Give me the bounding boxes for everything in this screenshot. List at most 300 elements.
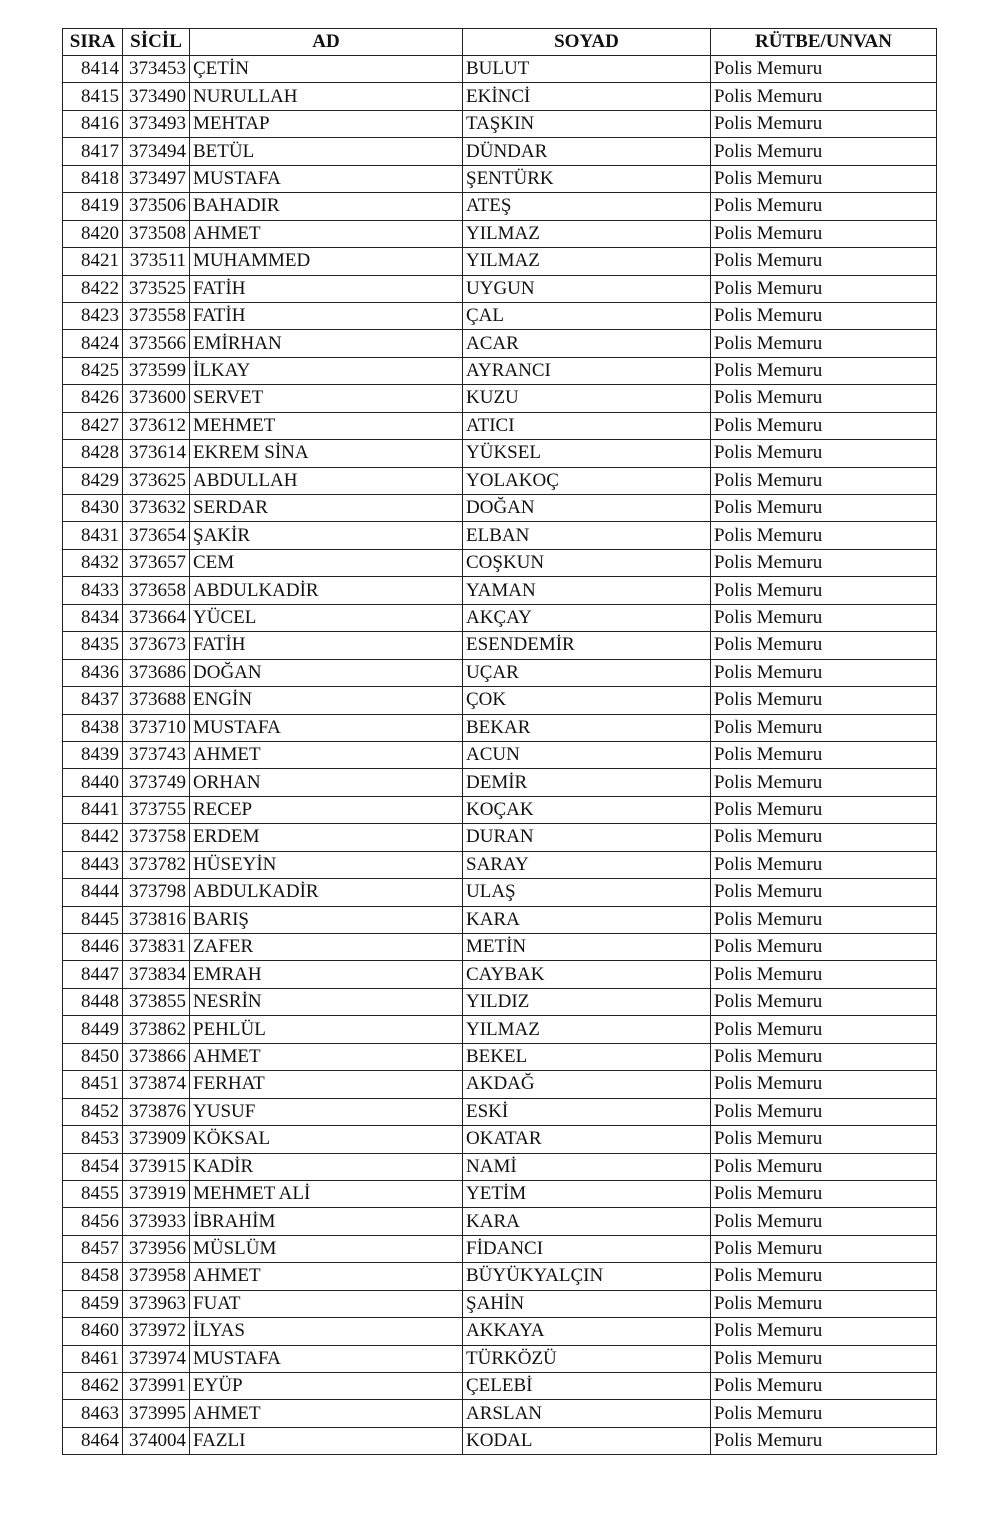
header-ad: AD xyxy=(190,29,463,56)
cell-sicil: 373974 xyxy=(123,1345,190,1372)
cell-soyad: KUZU xyxy=(463,385,711,412)
cell-sicil: 373525 xyxy=(123,275,190,302)
cell-rutbe: Polis Memuru xyxy=(711,796,937,823)
cell-rutbe: Polis Memuru xyxy=(711,248,937,275)
cell-rutbe: Polis Memuru xyxy=(711,741,937,768)
table-row xyxy=(63,1071,937,1098)
cell-soyad: UYGUN xyxy=(463,275,711,302)
cell-rutbe: Polis Memuru xyxy=(711,1153,937,1180)
table-row xyxy=(63,549,937,576)
cell-soyad: ARSLAN xyxy=(463,1400,711,1427)
cell-soyad: TÜRKÖZÜ xyxy=(463,1345,711,1372)
cell-sicil: 373566 xyxy=(123,330,190,357)
cell-rutbe: Polis Memuru xyxy=(711,1345,937,1372)
table-row xyxy=(63,1373,937,1400)
cell-ad: PEHLÜL xyxy=(190,1016,463,1043)
cell-ad: AHMET xyxy=(190,1043,463,1070)
cell-rutbe: Polis Memuru xyxy=(711,1235,937,1262)
table-row xyxy=(63,193,937,220)
cell-sira: 8418 xyxy=(63,165,123,192)
cell-sicil: 373991 xyxy=(123,1373,190,1400)
cell-ad: ABDULKADİR xyxy=(190,577,463,604)
cell-sicil: 373614 xyxy=(123,440,190,467)
cell-sicil: 373600 xyxy=(123,385,190,412)
table-row xyxy=(63,906,937,933)
cell-sicil: 373511 xyxy=(123,248,190,275)
cell-sicil: 373956 xyxy=(123,1235,190,1262)
table-row xyxy=(63,796,937,823)
cell-ad: HÜSEYİN xyxy=(190,851,463,878)
cell-sira: 8436 xyxy=(63,659,123,686)
table-row xyxy=(63,1016,937,1043)
table-row xyxy=(63,1043,937,1070)
cell-rutbe: Polis Memuru xyxy=(711,1016,937,1043)
cell-sicil: 373508 xyxy=(123,220,190,247)
cell-sira: 8443 xyxy=(63,851,123,878)
cell-rutbe: Polis Memuru xyxy=(711,851,937,878)
cell-sira: 8417 xyxy=(63,138,123,165)
cell-sicil: 373749 xyxy=(123,769,190,796)
cell-soyad: ACUN xyxy=(463,741,711,768)
table-row xyxy=(63,83,937,110)
cell-ad: SERDAR xyxy=(190,495,463,522)
cell-rutbe: Polis Memuru xyxy=(711,412,937,439)
cell-sira: 8449 xyxy=(63,1016,123,1043)
cell-sira: 8426 xyxy=(63,385,123,412)
cell-sira: 8450 xyxy=(63,1043,123,1070)
cell-rutbe: Polis Memuru xyxy=(711,1400,937,1427)
cell-sira: 8459 xyxy=(63,1290,123,1317)
cell-rutbe: Polis Memuru xyxy=(711,1318,937,1345)
cell-rutbe: Polis Memuru xyxy=(711,714,937,741)
cell-sicil: 373798 xyxy=(123,879,190,906)
table-row xyxy=(63,165,937,192)
cell-ad: AHMET xyxy=(190,220,463,247)
table-row xyxy=(63,385,937,412)
cell-ad: ZAFER xyxy=(190,934,463,961)
cell-sira: 8435 xyxy=(63,632,123,659)
cell-ad: EKREM SİNA xyxy=(190,440,463,467)
cell-rutbe: Polis Memuru xyxy=(711,302,937,329)
cell-sira: 8425 xyxy=(63,357,123,384)
cell-soyad: DOĞAN xyxy=(463,495,711,522)
cell-rutbe: Polis Memuru xyxy=(711,220,937,247)
table-row xyxy=(63,632,937,659)
cell-ad: NESRİN xyxy=(190,988,463,1015)
header-sira: SIRA xyxy=(63,29,123,56)
table-row xyxy=(63,1345,937,1372)
cell-soyad: YÜKSEL xyxy=(463,440,711,467)
cell-sira: 8448 xyxy=(63,988,123,1015)
table-row xyxy=(63,604,937,631)
cell-sira: 8432 xyxy=(63,549,123,576)
cell-ad: FATİH xyxy=(190,302,463,329)
cell-sicil: 373834 xyxy=(123,961,190,988)
cell-sicil: 373710 xyxy=(123,714,190,741)
cell-soyad: ÇAL xyxy=(463,302,711,329)
cell-rutbe: Polis Memuru xyxy=(711,495,937,522)
cell-sira: 8464 xyxy=(63,1427,123,1454)
cell-soyad: ŞENTÜRK xyxy=(463,165,711,192)
cell-rutbe: Polis Memuru xyxy=(711,440,937,467)
cell-sicil: 373958 xyxy=(123,1263,190,1290)
cell-sira: 8456 xyxy=(63,1208,123,1235)
cell-sicil: 373497 xyxy=(123,165,190,192)
cell-ad: İBRAHİM xyxy=(190,1208,463,1235)
cell-sira: 8414 xyxy=(63,56,123,83)
table-row xyxy=(63,1235,937,1262)
cell-ad: KÖKSAL xyxy=(190,1126,463,1153)
table-row xyxy=(63,824,937,851)
table-row xyxy=(63,220,937,247)
cell-sira: 8441 xyxy=(63,796,123,823)
cell-sira: 8429 xyxy=(63,467,123,494)
cell-rutbe: Polis Memuru xyxy=(711,275,937,302)
cell-soyad: AKKAYA xyxy=(463,1318,711,1345)
cell-ad: ERDEM xyxy=(190,824,463,851)
cell-ad: FATİH xyxy=(190,632,463,659)
cell-sicil: 373490 xyxy=(123,83,190,110)
cell-rutbe: Polis Memuru xyxy=(711,549,937,576)
cell-ad: İLYAS xyxy=(190,1318,463,1345)
table-row xyxy=(63,1208,937,1235)
cell-ad: BAHADIR xyxy=(190,193,463,220)
cell-rutbe: Polis Memuru xyxy=(711,687,937,714)
cell-soyad: KODAL xyxy=(463,1427,711,1454)
table-row xyxy=(63,1098,937,1125)
cell-rutbe: Polis Memuru xyxy=(711,385,937,412)
cell-sicil: 373816 xyxy=(123,906,190,933)
table-row xyxy=(63,522,937,549)
cell-sira: 8434 xyxy=(63,604,123,631)
cell-sira: 8423 xyxy=(63,302,123,329)
cell-sira: 8440 xyxy=(63,769,123,796)
cell-ad: BETÜL xyxy=(190,138,463,165)
cell-sira: 8457 xyxy=(63,1235,123,1262)
header-sicil: SİCİL xyxy=(123,29,190,56)
cell-sira: 8424 xyxy=(63,330,123,357)
cell-rutbe: Polis Memuru xyxy=(711,56,937,83)
cell-rutbe: Polis Memuru xyxy=(711,769,937,796)
cell-rutbe: Polis Memuru xyxy=(711,988,937,1015)
cell-ad: İLKAY xyxy=(190,357,463,384)
cell-ad: AHMET xyxy=(190,1400,463,1427)
cell-sira: 8433 xyxy=(63,577,123,604)
cell-ad: YÜCEL xyxy=(190,604,463,631)
table-row xyxy=(63,1126,937,1153)
cell-sira: 8421 xyxy=(63,248,123,275)
cell-soyad: ÇOK xyxy=(463,687,711,714)
cell-rutbe: Polis Memuru xyxy=(711,1180,937,1207)
cell-sicil: 373855 xyxy=(123,988,190,1015)
cell-sicil: 373755 xyxy=(123,796,190,823)
cell-soyad: BÜYÜKYALÇIN xyxy=(463,1263,711,1290)
cell-sira: 8444 xyxy=(63,879,123,906)
cell-soyad: YOLAKOÇ xyxy=(463,467,711,494)
cell-sira: 8431 xyxy=(63,522,123,549)
cell-soyad: ŞAHİN xyxy=(463,1290,711,1317)
table-row xyxy=(63,1180,937,1207)
cell-soyad: ELBAN xyxy=(463,522,711,549)
cell-rutbe: Polis Memuru xyxy=(711,138,937,165)
cell-sicil: 373862 xyxy=(123,1016,190,1043)
cell-sicil: 373558 xyxy=(123,302,190,329)
cell-ad: ÇETİN xyxy=(190,56,463,83)
cell-rutbe: Polis Memuru xyxy=(711,1071,937,1098)
cell-soyad: KARA xyxy=(463,1208,711,1235)
table-row xyxy=(63,714,937,741)
cell-rutbe: Polis Memuru xyxy=(711,879,937,906)
cell-rutbe: Polis Memuru xyxy=(711,1427,937,1454)
cell-sicil: 373673 xyxy=(123,632,190,659)
cell-rutbe: Polis Memuru xyxy=(711,1263,937,1290)
cell-ad: ABDULKADİR xyxy=(190,879,463,906)
cell-rutbe: Polis Memuru xyxy=(711,1290,937,1317)
cell-soyad: NAMİ xyxy=(463,1153,711,1180)
cell-sira: 8446 xyxy=(63,934,123,961)
cell-soyad: BEKAR xyxy=(463,714,711,741)
cell-sira: 8454 xyxy=(63,1153,123,1180)
cell-rutbe: Polis Memuru xyxy=(711,1098,937,1125)
cell-ad: EMİRHAN xyxy=(190,330,463,357)
cell-soyad: YILDIZ xyxy=(463,988,711,1015)
cell-rutbe: Polis Memuru xyxy=(711,467,937,494)
cell-sira: 8453 xyxy=(63,1126,123,1153)
table-row xyxy=(63,879,937,906)
cell-sicil: 373915 xyxy=(123,1153,190,1180)
cell-rutbe: Polis Memuru xyxy=(711,934,937,961)
cell-ad: EMRAH xyxy=(190,961,463,988)
cell-soyad: YILMAZ xyxy=(463,248,711,275)
cell-sicil: 373963 xyxy=(123,1290,190,1317)
cell-sira: 8460 xyxy=(63,1318,123,1345)
table-row xyxy=(63,138,937,165)
cell-soyad: ESKİ xyxy=(463,1098,711,1125)
cell-sira: 8427 xyxy=(63,412,123,439)
cell-sicil: 373972 xyxy=(123,1318,190,1345)
cell-ad: MUSTAFA xyxy=(190,165,463,192)
cell-soyad: YAMAN xyxy=(463,577,711,604)
cell-ad: ENGİN xyxy=(190,687,463,714)
cell-ad: MEHMET xyxy=(190,412,463,439)
cell-soyad: YILMAZ xyxy=(463,1016,711,1043)
cell-sicil: 373909 xyxy=(123,1126,190,1153)
cell-soyad: TAŞKIN xyxy=(463,110,711,137)
cell-sicil: 373686 xyxy=(123,659,190,686)
cell-sira: 8447 xyxy=(63,961,123,988)
cell-rutbe: Polis Memuru xyxy=(711,83,937,110)
cell-soyad: KOÇAK xyxy=(463,796,711,823)
cell-rutbe: Polis Memuru xyxy=(711,110,937,137)
cell-ad: ABDULLAH xyxy=(190,467,463,494)
table-row xyxy=(63,961,937,988)
cell-sicil: 373453 xyxy=(123,56,190,83)
cell-rutbe: Polis Memuru xyxy=(711,330,937,357)
personnel-table xyxy=(62,28,937,1455)
cell-sira: 8445 xyxy=(63,906,123,933)
table-row xyxy=(63,659,937,686)
cell-rutbe: Polis Memuru xyxy=(711,632,937,659)
cell-soyad: ATEŞ xyxy=(463,193,711,220)
cell-rutbe: Polis Memuru xyxy=(711,659,937,686)
cell-soyad: YILMAZ xyxy=(463,220,711,247)
cell-ad: YUSUF xyxy=(190,1098,463,1125)
table-row xyxy=(63,357,937,384)
cell-ad: MUSTAFA xyxy=(190,1345,463,1372)
cell-ad: CEM xyxy=(190,549,463,576)
cell-rutbe: Polis Memuru xyxy=(711,1373,937,1400)
table-row xyxy=(63,577,937,604)
table-row xyxy=(63,769,937,796)
cell-sira: 8461 xyxy=(63,1345,123,1372)
cell-ad: FAZLI xyxy=(190,1427,463,1454)
cell-sicil: 373664 xyxy=(123,604,190,631)
table-row xyxy=(63,934,937,961)
cell-ad: NURULLAH xyxy=(190,83,463,110)
cell-sira: 8451 xyxy=(63,1071,123,1098)
cell-ad: KADİR xyxy=(190,1153,463,1180)
table-row xyxy=(63,495,937,522)
cell-soyad: YETİM xyxy=(463,1180,711,1207)
cell-rutbe: Polis Memuru xyxy=(711,1043,937,1070)
cell-soyad: METİN xyxy=(463,934,711,961)
cell-ad: RECEP xyxy=(190,796,463,823)
cell-sicil: 373866 xyxy=(123,1043,190,1070)
cell-soyad: DEMİR xyxy=(463,769,711,796)
cell-sicil: 373874 xyxy=(123,1071,190,1098)
cell-ad: ŞAKİR xyxy=(190,522,463,549)
cell-sicil: 373625 xyxy=(123,467,190,494)
table-row xyxy=(63,1318,937,1345)
cell-rutbe: Polis Memuru xyxy=(711,357,937,384)
cell-sira: 8422 xyxy=(63,275,123,302)
table-row xyxy=(63,412,937,439)
cell-soyad: ULAŞ xyxy=(463,879,711,906)
cell-ad: MEHMET ALİ xyxy=(190,1180,463,1207)
table-row xyxy=(63,275,937,302)
table-row xyxy=(63,1153,937,1180)
cell-rutbe: Polis Memuru xyxy=(711,165,937,192)
cell-sira: 8419 xyxy=(63,193,123,220)
cell-sira: 8428 xyxy=(63,440,123,467)
cell-sira: 8439 xyxy=(63,741,123,768)
cell-soyad: DÜNDAR xyxy=(463,138,711,165)
header-rutbe: RÜTBE/UNVAN xyxy=(711,29,937,56)
cell-soyad: KARA xyxy=(463,906,711,933)
cell-soyad: ATICI xyxy=(463,412,711,439)
cell-rutbe: Polis Memuru xyxy=(711,577,937,604)
cell-soyad: AKDAĞ xyxy=(463,1071,711,1098)
cell-soyad: BEKEL xyxy=(463,1043,711,1070)
cell-sicil: 373494 xyxy=(123,138,190,165)
cell-sicil: 373658 xyxy=(123,577,190,604)
table-row xyxy=(63,687,937,714)
cell-sicil: 373933 xyxy=(123,1208,190,1235)
cell-soyad: AKÇAY xyxy=(463,604,711,631)
cell-soyad: AYRANCI xyxy=(463,357,711,384)
cell-sira: 8430 xyxy=(63,495,123,522)
cell-rutbe: Polis Memuru xyxy=(711,906,937,933)
cell-sicil: 373782 xyxy=(123,851,190,878)
table-body xyxy=(63,56,937,1455)
cell-ad: FERHAT xyxy=(190,1071,463,1098)
table-row xyxy=(63,440,937,467)
cell-soyad: EKİNCİ xyxy=(463,83,711,110)
table-row xyxy=(63,330,937,357)
cell-ad: SERVET xyxy=(190,385,463,412)
table-row xyxy=(63,988,937,1015)
cell-sicil: 373758 xyxy=(123,824,190,851)
cell-sicil: 373506 xyxy=(123,193,190,220)
cell-ad: DOĞAN xyxy=(190,659,463,686)
table-row xyxy=(63,56,937,83)
cell-sira: 8452 xyxy=(63,1098,123,1125)
cell-sicil: 373654 xyxy=(123,522,190,549)
header-soyad: SOYAD xyxy=(463,29,711,56)
cell-soyad: ÇELEBİ xyxy=(463,1373,711,1400)
cell-sicil: 373995 xyxy=(123,1400,190,1427)
cell-rutbe: Polis Memuru xyxy=(711,193,937,220)
cell-sira: 8455 xyxy=(63,1180,123,1207)
cell-ad: AHMET xyxy=(190,741,463,768)
cell-soyad: DURAN xyxy=(463,824,711,851)
cell-rutbe: Polis Memuru xyxy=(711,824,937,851)
cell-ad: BARIŞ xyxy=(190,906,463,933)
cell-ad: FATİH xyxy=(190,275,463,302)
cell-sicil: 373612 xyxy=(123,412,190,439)
cell-sicil: 373876 xyxy=(123,1098,190,1125)
cell-ad: MUSTAFA xyxy=(190,714,463,741)
cell-sicil: 373657 xyxy=(123,549,190,576)
cell-rutbe: Polis Memuru xyxy=(711,604,937,631)
table-row xyxy=(63,110,937,137)
table-row xyxy=(63,1427,937,1454)
cell-soyad: FİDANCI xyxy=(463,1235,711,1262)
cell-sira: 8458 xyxy=(63,1263,123,1290)
cell-rutbe: Polis Memuru xyxy=(711,522,937,549)
table-row xyxy=(63,467,937,494)
cell-soyad: SARAY xyxy=(463,851,711,878)
cell-sicil: 374004 xyxy=(123,1427,190,1454)
table-row xyxy=(63,248,937,275)
cell-sicil: 373688 xyxy=(123,687,190,714)
cell-ad: FUAT xyxy=(190,1290,463,1317)
cell-soyad: CAYBAK xyxy=(463,961,711,988)
cell-sicil: 373831 xyxy=(123,934,190,961)
table-row xyxy=(63,851,937,878)
table-row xyxy=(63,302,937,329)
cell-soyad: ESENDEMİR xyxy=(463,632,711,659)
cell-soyad: COŞKUN xyxy=(463,549,711,576)
cell-sira: 8416 xyxy=(63,110,123,137)
cell-sira: 8415 xyxy=(63,83,123,110)
header-row xyxy=(63,29,937,56)
cell-sicil: 373743 xyxy=(123,741,190,768)
cell-ad: MEHTAP xyxy=(190,110,463,137)
cell-rutbe: Polis Memuru xyxy=(711,1208,937,1235)
cell-sira: 8462 xyxy=(63,1373,123,1400)
table-header xyxy=(63,29,937,56)
cell-sicil: 373919 xyxy=(123,1180,190,1207)
cell-ad: EYÜP xyxy=(190,1373,463,1400)
cell-rutbe: Polis Memuru xyxy=(711,961,937,988)
cell-soyad: UÇAR xyxy=(463,659,711,686)
cell-ad: MÜSLÜM xyxy=(190,1235,463,1262)
cell-ad: AHMET xyxy=(190,1263,463,1290)
cell-sicil: 373632 xyxy=(123,495,190,522)
cell-soyad: ACAR xyxy=(463,330,711,357)
table-row xyxy=(63,1400,937,1427)
